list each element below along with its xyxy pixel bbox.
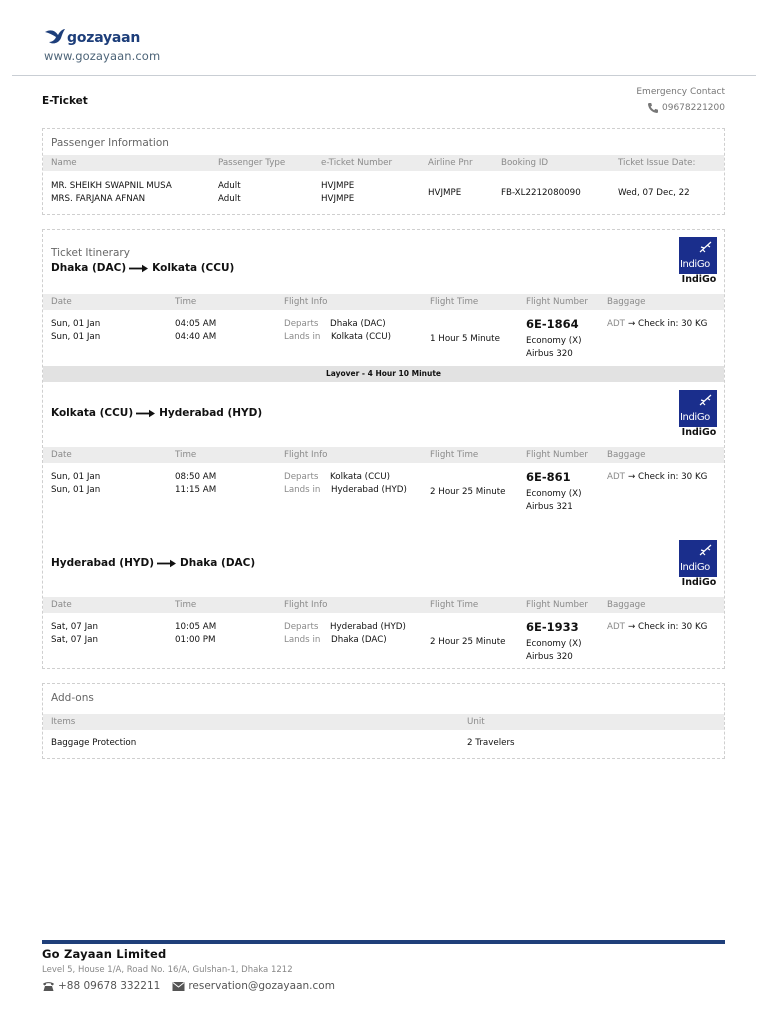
arrival-date: Sun, 01 Jan (51, 332, 101, 342)
route-to: Hyderabad (HYD) (159, 407, 263, 419)
flight-duration: 1 Hour 5 Minute (430, 334, 500, 344)
lands-label: Lands in (284, 332, 321, 342)
route-from: Hyderabad (HYD) (51, 557, 155, 569)
column-header: Flight Time (430, 450, 479, 460)
bird-logo-icon (44, 26, 66, 46)
addon-unit: 2 Travelers (467, 738, 515, 748)
passenger-name: MRS. FARJANA AFNAN (51, 194, 146, 204)
column-header: Items (51, 717, 76, 727)
column-header: Date (51, 297, 72, 307)
column-header: Flight Time (430, 600, 479, 610)
route-heading (51, 557, 255, 569)
passenger-type-code: ADT (607, 622, 625, 632)
airline-logo-text: IndiGo (680, 412, 710, 423)
flight-number: 6E-1933 (526, 620, 579, 634)
plane-icon (699, 544, 713, 556)
airline-name: IndiGo (681, 274, 717, 285)
departure-time: 10:05 AM (175, 622, 217, 632)
airline-logo-text: IndiGo (680, 259, 710, 270)
footer-phone[interactable]: +88 09678 332211 (58, 980, 161, 992)
column-header: Flight Time (430, 297, 479, 307)
flight-number: 6E-861 (526, 470, 571, 484)
arrival-airport: Kolkata (CCU) (331, 332, 391, 342)
passenger-name: MR. SHEIKH SWAPNIL MUSA (51, 181, 172, 191)
arrow-right-icon (157, 559, 177, 568)
lands-label: Lands in (284, 485, 321, 495)
route-from: Dhaka (DAC) (51, 262, 127, 274)
route-heading (51, 407, 262, 419)
column-header: Unit (467, 717, 485, 727)
arrival-time: 01:00 PM (175, 635, 216, 645)
departure-time: 08:50 AM (175, 472, 217, 482)
lands-label: Lands in (284, 635, 321, 645)
column-header: e-Ticket Number (321, 158, 393, 168)
brand-logo (44, 26, 140, 46)
footer-contact (42, 980, 335, 992)
flight-duration: 2 Hour 25 Minute (430, 637, 506, 647)
header-divider (12, 75, 756, 76)
column-header: Date (51, 600, 72, 610)
ticket-issue-date: Wed, 07 Dec, 22 (618, 188, 690, 198)
departure-airport: Dhaka (DAC) (330, 319, 386, 329)
departure-airport: Kolkata (CCU) (330, 472, 390, 482)
eticket-number: HVJMPE (321, 194, 355, 204)
arrival-airport: Hyderabad (HYD) (331, 485, 407, 495)
column-header: Name (51, 158, 77, 168)
column-header: Flight Number (526, 297, 588, 307)
passenger-type: Adult (218, 194, 241, 204)
departs-label: Departs (284, 622, 319, 632)
footer-email[interactable]: reservation@gozayaan.com (188, 980, 335, 992)
flight-number: 6E-1864 (526, 317, 579, 331)
route-to: Dhaka (DAC) (180, 557, 256, 569)
airline-logo (679, 390, 717, 427)
cabin-class: Economy (X) (526, 489, 582, 499)
addons-section (42, 683, 725, 759)
column-header: Flight Info (284, 600, 328, 610)
passenger-type-code: ADT (607, 472, 625, 482)
footer-divider (42, 940, 725, 944)
column-header: Flight Info (284, 450, 328, 460)
itinerary-table-header (43, 597, 724, 613)
envelope-icon (172, 981, 185, 992)
airline-logo (679, 237, 717, 274)
phone-icon (647, 102, 659, 114)
arrow-right-icon (129, 264, 149, 273)
column-header: Flight Number (526, 600, 588, 610)
departure-date: Sun, 01 Jan (51, 472, 101, 482)
eticket-number: HVJMPE (321, 181, 355, 191)
column-header: Time (175, 450, 197, 460)
route-heading (51, 262, 234, 274)
route-to: Kolkata (CCU) (152, 262, 235, 274)
emergency-phone-number: 09678221200 (662, 103, 725, 113)
column-header: Flight Number (526, 450, 588, 460)
departure-date: Sun, 01 Jan (51, 319, 101, 329)
cabin-class: Economy (X) (526, 639, 582, 649)
itinerary-table-header (43, 447, 724, 463)
plane-icon (699, 394, 713, 406)
passenger-type-code: ADT (607, 319, 625, 329)
column-header: Flight Info (284, 297, 328, 307)
company-name: Go Zayaan Limited (42, 947, 167, 961)
arrival-airport: Dhaka (DAC) (331, 635, 387, 645)
arrival-date: Sat, 07 Jan (51, 635, 98, 645)
passenger-type: Adult (218, 181, 241, 191)
section-title: Add-ons (51, 692, 94, 704)
addon-item: Baggage Protection (51, 738, 137, 748)
itinerary-table-header (43, 294, 724, 310)
plane-icon (699, 241, 713, 253)
airline-logo-text: IndiGo (680, 562, 710, 573)
arrival-time: 11:15 AM (175, 485, 217, 495)
emergency-contact-phone[interactable] (647, 102, 725, 114)
addons-table-header (43, 714, 724, 730)
arrival-time: 04:40 AM (175, 332, 217, 342)
site-url[interactable]: www.gozayaan.com (44, 49, 161, 63)
section-title: Passenger Information (51, 137, 169, 149)
passenger-table-header (43, 155, 724, 171)
column-header: Baggage (607, 450, 646, 460)
column-header: Passenger Type (218, 158, 286, 168)
baggage-allowance: → Check in: 30 KG (628, 319, 708, 329)
cabin-class: Economy (X) (526, 336, 582, 346)
departs-label: Departs (284, 472, 319, 482)
passenger-info-section (42, 128, 725, 215)
airline-name: IndiGo (681, 577, 717, 588)
aircraft-type: Airbus 320 (526, 652, 573, 662)
aircraft-type: Airbus 321 (526, 502, 573, 512)
layover-banner: Layover - 4 Hour 10 Minute (43, 366, 724, 382)
arrival-date: Sun, 01 Jan (51, 485, 101, 495)
column-header: Baggage (607, 297, 646, 307)
column-header: Ticket Issue Date: (618, 158, 696, 168)
departs-label: Departs (284, 319, 319, 329)
arrow-right-icon (136, 409, 156, 418)
airline-pnr: HVJMPE (428, 188, 462, 198)
aircraft-type: Airbus 320 (526, 349, 573, 359)
baggage-allowance: → Check in: 30 KG (628, 472, 708, 482)
company-address: Level 5, House 1/A, Road No. 16/A, Gulshan-1, Dhaka 1212 (42, 965, 293, 975)
column-header: Airline Pnr (428, 158, 473, 168)
itinerary-section (42, 229, 725, 669)
baggage-allowance: → Check in: 30 KG (628, 622, 708, 632)
section-title: Ticket Itinerary (51, 247, 130, 259)
column-header: Booking ID (501, 158, 549, 168)
column-header: Time (175, 297, 197, 307)
flight-duration: 2 Hour 25 Minute (430, 487, 506, 497)
brand-name: gozayaan (67, 30, 141, 46)
departure-date: Sat, 07 Jan (51, 622, 98, 632)
booking-id: FB-XL2212080090 (501, 188, 581, 198)
column-header: Baggage (607, 600, 646, 610)
column-header: Date (51, 450, 72, 460)
emergency-contact-label: Emergency Contact (636, 87, 725, 97)
page-title: E-Ticket (42, 95, 88, 107)
departure-airport: Hyderabad (HYD) (330, 622, 406, 632)
departure-time: 04:05 AM (175, 319, 217, 329)
route-from: Kolkata (CCU) (51, 407, 134, 419)
telephone-icon (42, 981, 55, 992)
airline-name: IndiGo (681, 427, 717, 438)
column-header: Time (175, 600, 197, 610)
airline-logo (679, 540, 717, 577)
